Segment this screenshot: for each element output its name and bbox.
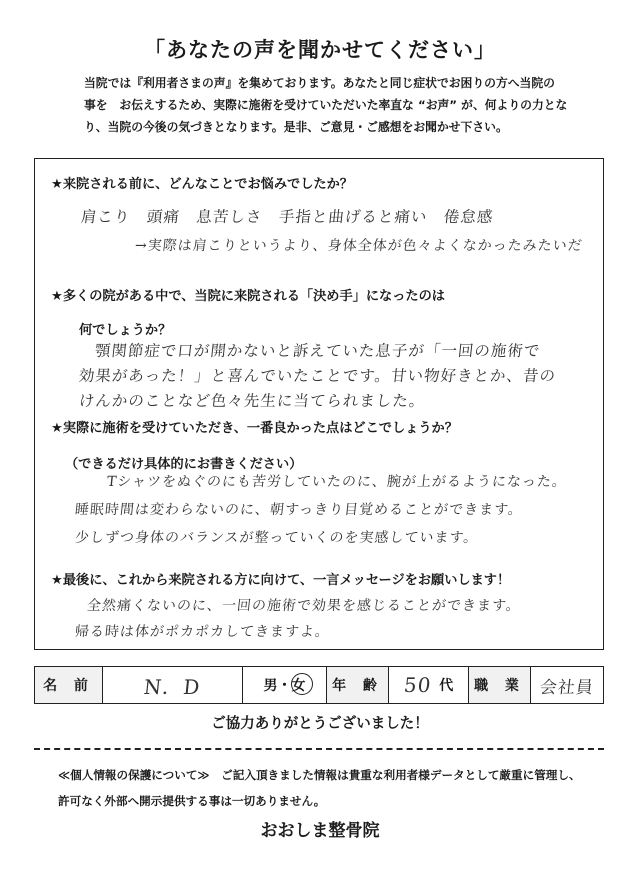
answer-3-line-3: 少しずつ身体のバランスが整っていくのを実感しています。 xyxy=(74,530,480,546)
job-value: 会社員 xyxy=(538,677,595,698)
gender-label: 男・女 xyxy=(263,678,306,694)
answer-1-line-1: 肩こり 頭痛 息苦しさ 手指と曲げると痛い 倦怠感 xyxy=(79,208,495,226)
job-label: 職 業 xyxy=(469,667,531,703)
question-3-label: ★実際に施術を受けていただき、一番良かった点はどこでしょうか？ xyxy=(51,421,458,436)
gender-selected-circle xyxy=(291,673,313,695)
intro-line: 事を お伝えするため、実際に施術を受けていただいた率直な “お声” が、何よりの力とな xyxy=(84,98,568,112)
respondent-info-row xyxy=(34,666,604,704)
answer-2-line-2: 効果があった！」と喜んでいたことです。甘い物好きとか、昔の xyxy=(77,367,557,385)
answer-2-line-1: 顎関節症で口が開かないと訴えていた息子が「一回の施術で xyxy=(93,342,542,360)
question-4-label: ★最後に、これから来院される方に向けて、一言メッセージをお願いします！ xyxy=(51,573,511,588)
answer-2-line-3: けんかのことなど色々先生に当てられました。 xyxy=(77,392,427,410)
intro-text xyxy=(84,72,584,138)
answer-4-line-2: 帰る時は体がポカポカしてきますよ。 xyxy=(74,624,331,640)
answer-4-line-1: 全然痛くないのに、一回の施術で効果を感じることができます。 xyxy=(86,598,522,614)
gender-field[interactable] xyxy=(243,667,327,703)
name-value: N．D xyxy=(142,674,202,699)
question-2-label: ★多くの院がある中で、当院に来院される「決め手」になったのは xyxy=(51,289,445,304)
clinic-name: おおしま整骨院 xyxy=(260,821,380,841)
age-label: 年 齢 xyxy=(327,667,389,703)
intro-line: 当院では『利用者さまの声』を集めております。あなたと同じ症状でお困りの方へ当院の xyxy=(84,76,555,90)
age-field[interactable] xyxy=(389,667,469,703)
name-label: 名 前 xyxy=(35,667,103,703)
answer-3-line-1: Tシャツをぬぐのにも苦労していたのに、腕が上がるようになった。 xyxy=(106,474,568,490)
page-title: 「あなたの声を聞かせてください」 xyxy=(144,38,496,62)
question-3-label-cont: （できるだけ具体的にお書きください） xyxy=(65,457,303,472)
age-suffix: 代 xyxy=(439,678,454,694)
answer-3-line-2: 睡眠時間は変わらないのに、朝すっきり目覚めることができます。 xyxy=(74,502,524,518)
name-field[interactable] xyxy=(103,667,243,703)
privacy-line: 許可なく外部へ開示提供する事は一切ありません。 xyxy=(58,794,326,808)
question-2-label-cont: 何でしょうか？ xyxy=(79,323,172,338)
intro-line: り、当院の今後の気づきとなります。是非、ご意見・ご感想をお聞かせ下さい。 xyxy=(84,120,508,134)
thanks-message: ご協力ありがとうございました！ xyxy=(211,716,429,732)
answer-1-line-2: →実際は肩こりというより、身体全体が色々よくなかったみたいだ xyxy=(134,238,584,254)
dashed-divider xyxy=(34,748,604,750)
privacy-line: ≪個人情報の保護について≫ ご記入頂きました情報は貴重な利用者様データとして厳重に管理し、 xyxy=(58,768,581,782)
age-value: 50 xyxy=(402,673,433,697)
job-field[interactable] xyxy=(531,667,603,703)
privacy-notice xyxy=(58,762,618,814)
questionnaire-box xyxy=(34,158,604,650)
question-1-label: ★来院される前に、どんなことでお悩みでしたか？ xyxy=(51,177,353,192)
